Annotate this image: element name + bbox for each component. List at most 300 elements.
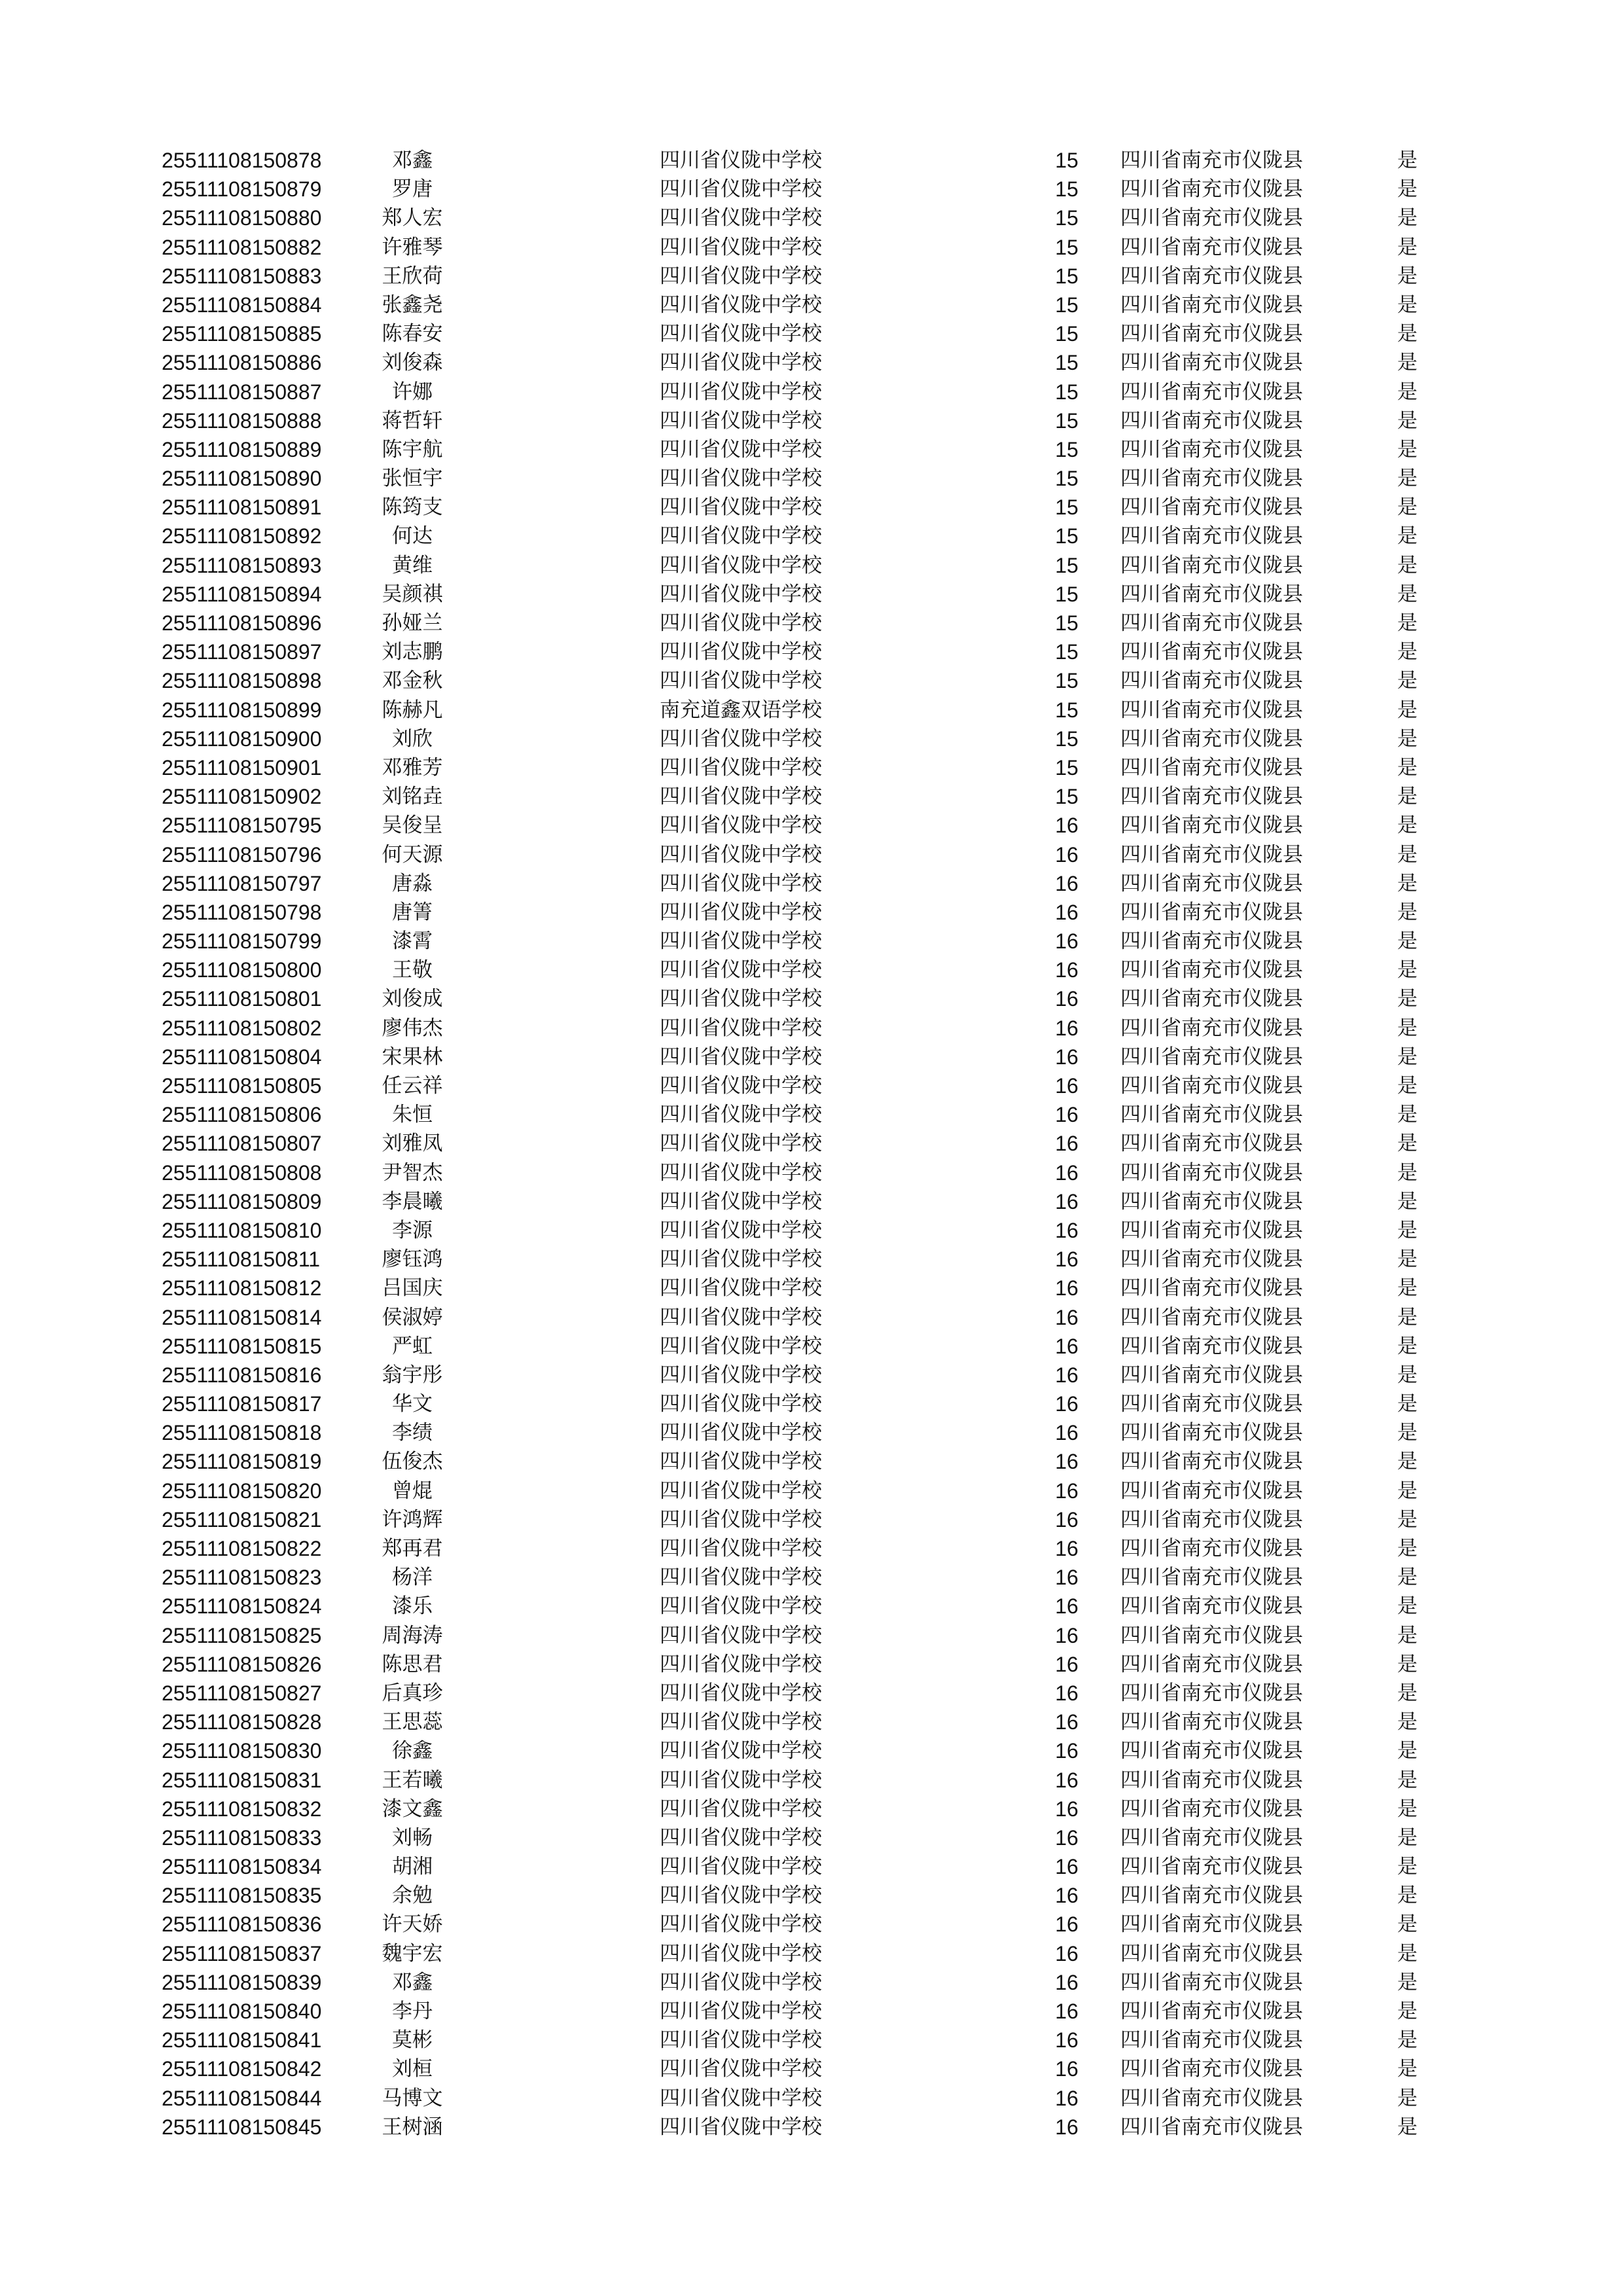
- student-name-cell: 许天娇: [382, 1912, 443, 1937]
- candidate-id-cell: 25511108150836: [162, 1912, 322, 1937]
- school-name-cell: 四川省仪陇中学校: [660, 785, 822, 809]
- table-row: [0, 1910, 1623, 1939]
- school-name-cell: 四川省仪陇中学校: [660, 1363, 822, 1387]
- status-flag-cell: 是: [1397, 1189, 1418, 1213]
- region-cell: 四川省南充市仪陇县: [1120, 437, 1303, 461]
- status-flag-cell: 是: [1397, 1623, 1418, 1647]
- student-name-cell: 许雅琴: [382, 235, 443, 259]
- region-cell: 四川省南充市仪陇县: [1120, 1884, 1303, 1908]
- table-row: [0, 2113, 1623, 2142]
- student-name-cell: 刘志鹏: [382, 640, 443, 664]
- region-cell: 四川省南充市仪陇县: [1120, 987, 1303, 1011]
- region-cell: 四川省南充市仪陇县: [1120, 669, 1303, 693]
- candidate-id-cell: 25511108150844: [162, 2086, 322, 2110]
- table-row: [0, 1997, 1623, 2026]
- status-flag-cell: 是: [1397, 1652, 1418, 1676]
- region-cell: 四川省南充市仪陇县: [1120, 1768, 1303, 1792]
- status-flag-cell: 是: [1397, 206, 1418, 230]
- class-number-cell: 16: [1055, 1160, 1079, 1185]
- region-cell: 四川省南充市仪陇县: [1120, 1855, 1303, 1879]
- class-number-cell: 16: [1055, 1189, 1079, 1213]
- class-number-cell: 16: [1055, 1045, 1079, 1069]
- school-name-cell: 四川省仪陇中学校: [660, 1276, 822, 1300]
- school-name-cell: 四川省仪陇中学校: [660, 1825, 822, 1850]
- school-name-cell: 四川省仪陇中学校: [660, 611, 822, 635]
- table-row: [0, 1390, 1623, 1418]
- candidate-id-cell: 25511108150883: [162, 264, 322, 288]
- candidate-id-cell: 25511108150799: [162, 929, 322, 954]
- class-number-cell: 15: [1055, 149, 1079, 172]
- class-number-cell: 15: [1055, 293, 1079, 317]
- region-cell: 四川省南充市仪陇县: [1120, 1566, 1303, 1590]
- candidate-id-cell: 25511108150901: [162, 755, 322, 780]
- school-name-cell: 四川省仪陇中学校: [660, 1970, 822, 1994]
- table-row: [0, 435, 1623, 464]
- status-flag-cell: 是: [1397, 1421, 1418, 1445]
- school-name-cell: 四川省仪陇中学校: [660, 1855, 822, 1879]
- table-row: [0, 146, 1623, 175]
- student-name-cell: 王若曦: [382, 1768, 443, 1792]
- student-name-cell: 徐鑫: [392, 1739, 433, 1763]
- school-name-cell: 四川省仪陇中学校: [660, 1681, 822, 1705]
- class-number-cell: 16: [1055, 1305, 1079, 1329]
- table-row: [0, 1505, 1623, 1534]
- school-name-cell: 四川省仪陇中学校: [660, 1797, 822, 1821]
- school-name-cell: 四川省仪陇中学校: [660, 1912, 822, 1937]
- status-flag-cell: 是: [1397, 437, 1418, 461]
- status-flag-cell: 是: [1397, 2086, 1418, 2110]
- region-cell: 四川省南充市仪陇县: [1120, 264, 1303, 288]
- candidate-id-cell: 25511108150841: [162, 2028, 322, 2053]
- class-number-cell: 16: [1055, 1652, 1079, 1676]
- candidate-id-cell: 25511108150826: [162, 1652, 322, 1676]
- candidate-id-cell: 25511108150808: [162, 1160, 322, 1185]
- table-row: [0, 2084, 1623, 2113]
- student-name-cell: 伍俊杰: [382, 1450, 443, 1474]
- candidate-id-cell: 25511108150890: [162, 467, 322, 491]
- student-name-cell: 漆霄: [392, 929, 433, 954]
- status-flag-cell: 是: [1397, 149, 1418, 172]
- region-cell: 四川省南充市仪陇县: [1120, 1160, 1303, 1185]
- school-name-cell: 四川省仪陇中学校: [660, 2057, 822, 2081]
- class-number-cell: 15: [1055, 640, 1079, 664]
- school-name-cell: 四川省仪陇中学校: [660, 467, 822, 491]
- candidate-id-cell: 25511108150821: [162, 1507, 322, 1532]
- table-row: [0, 1852, 1623, 1881]
- candidate-id-cell: 25511108150884: [162, 293, 322, 317]
- status-flag-cell: 是: [1397, 264, 1418, 288]
- student-name-cell: 邓鑫: [392, 1970, 433, 1994]
- status-flag-cell: 是: [1397, 958, 1418, 982]
- table-row: [0, 1274, 1623, 1302]
- status-flag-cell: 是: [1397, 871, 1418, 895]
- candidate-id-cell: 25511108150893: [162, 553, 322, 577]
- table-row: [0, 984, 1623, 1013]
- region-cell: 四川省南充市仪陇县: [1120, 380, 1303, 404]
- candidate-id-cell: 25511108150815: [162, 1334, 322, 1358]
- candidate-id-cell: 25511108150802: [162, 1016, 322, 1040]
- school-name-cell: 四川省仪陇中学校: [660, 987, 822, 1011]
- status-flag-cell: 是: [1397, 1884, 1418, 1908]
- table-row: [0, 1939, 1623, 1968]
- student-name-cell: 马博文: [382, 2086, 443, 2110]
- class-number-cell: 16: [1055, 1884, 1079, 1908]
- school-name-cell: 四川省仪陇中学校: [660, 495, 822, 520]
- student-name-cell: 郑再君: [382, 1537, 443, 1560]
- student-name-cell: 唐淼: [392, 871, 433, 895]
- region-cell: 四川省南充市仪陇县: [1120, 1218, 1303, 1242]
- region-cell: 四川省南充市仪陇县: [1120, 1912, 1303, 1937]
- region-cell: 四川省南充市仪陇县: [1120, 814, 1303, 838]
- class-number-cell: 16: [1055, 1479, 1079, 1503]
- school-name-cell: 四川省仪陇中学校: [660, 2000, 822, 2023]
- student-name-cell: 王欣荷: [382, 264, 443, 288]
- class-number-cell: 15: [1055, 524, 1079, 548]
- candidate-id-cell: 25511108150886: [162, 351, 322, 375]
- status-flag-cell: 是: [1397, 1450, 1418, 1474]
- student-name-cell: 孙娅兰: [382, 611, 443, 635]
- status-flag-cell: 是: [1397, 408, 1418, 433]
- class-number-cell: 16: [1055, 1797, 1079, 1821]
- table-row: [0, 1968, 1623, 1997]
- region-cell: 四川省南充市仪陇县: [1120, 1825, 1303, 1850]
- region-cell: 四川省南充市仪陇县: [1120, 785, 1303, 809]
- table-row: [0, 1592, 1623, 1621]
- school-name-cell: 四川省仪陇中学校: [660, 1566, 822, 1590]
- school-name-cell: 四川省仪陇中学校: [660, 1247, 822, 1272]
- region-cell: 四川省南充市仪陇县: [1120, 582, 1303, 606]
- class-number-cell: 15: [1055, 669, 1079, 693]
- class-number-cell: 16: [1055, 1855, 1079, 1879]
- student-name-cell: 宋果林: [382, 1045, 443, 1069]
- region-cell: 四川省南充市仪陇县: [1120, 755, 1303, 780]
- student-name-cell: 许鸿辉: [382, 1507, 443, 1532]
- candidate-id-cell: 25511108150796: [162, 842, 322, 867]
- school-name-cell: 四川省仪陇中学校: [660, 1016, 822, 1040]
- student-name-cell: 邓雅芳: [382, 755, 443, 780]
- region-cell: 四川省南充市仪陇县: [1120, 726, 1303, 751]
- candidate-id-cell: 25511108150900: [162, 726, 322, 751]
- class-number-cell: 16: [1055, 1594, 1079, 1619]
- student-name-cell: 魏宇宏: [382, 1941, 443, 1965]
- student-name-cell: 唐箐: [392, 900, 433, 924]
- table-row: [0, 1129, 1623, 1158]
- candidate-id-cell: 25511108150809: [162, 1189, 322, 1213]
- student-name-cell: 侯淑婷: [382, 1305, 443, 1329]
- table-row: [0, 1679, 1623, 1708]
- table-row: [0, 1823, 1623, 1852]
- candidate-id-cell: 25511108150804: [162, 1045, 322, 1069]
- student-name-cell: 廖钰鸿: [382, 1247, 443, 1272]
- class-number-cell: 15: [1055, 495, 1079, 520]
- school-name-cell: 四川省仪陇中学校: [660, 1218, 822, 1242]
- class-number-cell: 16: [1055, 842, 1079, 867]
- class-number-cell: 15: [1055, 698, 1079, 722]
- school-name-cell: 四川省仪陇中学校: [660, 726, 822, 751]
- candidate-id-cell: 25511108150820: [162, 1479, 322, 1503]
- table-row: [0, 1245, 1623, 1274]
- class-number-cell: 16: [1055, 814, 1079, 838]
- region-cell: 四川省南充市仪陇县: [1120, 1623, 1303, 1647]
- candidate-id-cell: 25511108150816: [162, 1363, 322, 1387]
- region-cell: 四川省南充市仪陇县: [1120, 1363, 1303, 1387]
- region-cell: 四川省南充市仪陇县: [1120, 1479, 1303, 1503]
- candidate-id-cell: 25511108150879: [162, 177, 322, 202]
- status-flag-cell: 是: [1397, 380, 1418, 404]
- candidate-id-cell: 25511108150902: [162, 785, 322, 809]
- school-name-cell: 四川省仪陇中学校: [660, 842, 822, 867]
- table-row: [0, 522, 1623, 550]
- student-name-cell: 罗唐: [392, 177, 433, 202]
- class-number-cell: 16: [1055, 1507, 1079, 1532]
- class-number-cell: 16: [1055, 1363, 1079, 1387]
- school-name-cell: 四川省仪陇中学校: [660, 1045, 822, 1069]
- candidate-id-cell: 25511108150797: [162, 871, 322, 895]
- class-number-cell: 16: [1055, 1566, 1079, 1590]
- student-name-cell: 郑人宏: [382, 206, 443, 230]
- student-name-cell: 刘欣: [392, 726, 433, 751]
- school-name-cell: 四川省仪陇中学校: [660, 871, 822, 895]
- student-name-cell: 陈思君: [382, 1652, 443, 1676]
- candidate-id-cell: 25511108150812: [162, 1276, 322, 1300]
- table-row: [0, 1158, 1623, 1187]
- candidate-id-cell: 25511108150810: [162, 1218, 322, 1242]
- region-cell: 四川省南充市仪陇县: [1120, 1450, 1303, 1474]
- status-flag-cell: 是: [1397, 1479, 1418, 1503]
- school-name-cell: 四川省仪陇中学校: [660, 958, 822, 982]
- class-number-cell: 15: [1055, 611, 1079, 635]
- table-row: [0, 956, 1623, 984]
- table-row: [0, 348, 1623, 377]
- school-name-cell: 四川省仪陇中学校: [660, 437, 822, 461]
- table-row: [0, 2026, 1623, 2054]
- candidate-id-cell: 25511108150896: [162, 611, 322, 635]
- table-row: [0, 811, 1623, 840]
- candidate-id-cell: 25511108150806: [162, 1103, 322, 1127]
- class-number-cell: 16: [1055, 1392, 1079, 1416]
- status-flag-cell: 是: [1397, 553, 1418, 577]
- table-row: [0, 753, 1623, 782]
- class-number-cell: 15: [1055, 380, 1079, 404]
- table-row: [0, 1881, 1623, 1910]
- region-cell: 四川省南充市仪陇县: [1120, 1334, 1303, 1358]
- status-flag-cell: 是: [1397, 467, 1418, 491]
- candidate-id-cell: 25511108150845: [162, 2115, 322, 2139]
- candidate-id-cell: 25511108150800: [162, 958, 322, 982]
- class-number-cell: 15: [1055, 553, 1079, 577]
- class-number-cell: 15: [1055, 235, 1079, 259]
- student-name-cell: 廖伟杰: [382, 1016, 443, 1040]
- status-flag-cell: 是: [1397, 495, 1418, 520]
- status-flag-cell: 是: [1397, 2028, 1418, 2053]
- candidate-id-cell: 25511108150823: [162, 1566, 322, 1590]
- candidate-id-cell: 25511108150888: [162, 408, 322, 433]
- table-row: [0, 1332, 1623, 1361]
- region-cell: 四川省南充市仪陇县: [1120, 611, 1303, 635]
- status-flag-cell: 是: [1397, 1797, 1418, 1821]
- school-name-cell: 四川省仪陇中学校: [660, 1421, 822, 1445]
- table-row: [0, 175, 1623, 204]
- region-cell: 四川省南充市仪陇县: [1120, 1507, 1303, 1532]
- class-number-cell: 16: [1055, 987, 1079, 1011]
- table-row: [0, 637, 1623, 666]
- school-name-cell: 四川省仪陇中学校: [660, 264, 822, 288]
- region-cell: 四川省南充市仪陇县: [1120, 1681, 1303, 1705]
- candidate-id-cell: 25511108150827: [162, 1681, 322, 1705]
- candidate-id-cell: 25511108150798: [162, 900, 322, 924]
- table-row: [0, 551, 1623, 580]
- status-flag-cell: 是: [1397, 1594, 1418, 1619]
- candidate-id-cell: 25511108150880: [162, 206, 322, 230]
- status-flag-cell: 是: [1397, 322, 1418, 346]
- class-number-cell: 16: [1055, 2086, 1079, 2110]
- status-flag-cell: 是: [1397, 235, 1418, 259]
- school-name-cell: 四川省仪陇中学校: [660, 1132, 822, 1156]
- region-cell: 四川省南充市仪陇县: [1120, 1970, 1303, 1994]
- candidate-id-cell: 25511108150811: [162, 1247, 321, 1272]
- table-row: [0, 1014, 1623, 1043]
- region-cell: 四川省南充市仪陇县: [1120, 1016, 1303, 1040]
- table-row: [0, 666, 1623, 695]
- student-name-cell: 周海涛: [382, 1623, 443, 1647]
- student-name-cell: 许娜: [392, 380, 433, 404]
- region-cell: 四川省南充市仪陇县: [1120, 958, 1303, 982]
- candidate-id-cell: 25511108150832: [162, 1797, 322, 1821]
- region-cell: 四川省南充市仪陇县: [1120, 1132, 1303, 1156]
- class-number-cell: 16: [1055, 1247, 1079, 1272]
- school-name-cell: 四川省仪陇中学校: [660, 1334, 822, 1358]
- school-name-cell: 四川省仪陇中学校: [660, 1594, 822, 1619]
- class-number-cell: 16: [1055, 929, 1079, 954]
- table-row: [0, 1418, 1623, 1447]
- candidate-id-cell: 25511108150825: [162, 1623, 322, 1647]
- table-row: [0, 1766, 1623, 1795]
- region-cell: 四川省南充市仪陇县: [1120, 322, 1303, 346]
- class-number-cell: 16: [1055, 1681, 1079, 1705]
- candidate-id-cell: 25511108150899: [162, 698, 322, 722]
- class-number-cell: 16: [1055, 871, 1079, 895]
- class-number-cell: 16: [1055, 1016, 1079, 1040]
- table-row: [0, 1187, 1623, 1216]
- status-flag-cell: 是: [1397, 1392, 1418, 1416]
- class-number-cell: 16: [1055, 1132, 1079, 1156]
- status-flag-cell: 是: [1397, 842, 1418, 867]
- student-name-cell: 吴俊呈: [382, 814, 443, 838]
- status-flag-cell: 是: [1397, 900, 1418, 924]
- candidate-id-cell: 25511108150795: [162, 814, 322, 838]
- region-cell: 四川省南充市仪陇县: [1120, 1305, 1303, 1329]
- school-name-cell: 四川省仪陇中学校: [660, 900, 822, 924]
- status-flag-cell: 是: [1397, 669, 1418, 693]
- table-row: [0, 1216, 1623, 1245]
- candidate-id-cell: 25511108150828: [162, 1710, 322, 1734]
- school-name-cell: 四川省仪陇中学校: [660, 1103, 822, 1127]
- region-cell: 四川省南充市仪陇县: [1120, 351, 1303, 375]
- table-row: [0, 464, 1623, 493]
- table-row: [0, 1477, 1623, 1505]
- student-name-cell: 何天源: [382, 842, 443, 867]
- region-cell: 四川省南充市仪陇县: [1120, 1941, 1303, 1965]
- region-cell: 四川省南充市仪陇县: [1120, 177, 1303, 202]
- table-row: [0, 1100, 1623, 1129]
- student-name-cell: 胡湘: [392, 1855, 433, 1879]
- school-name-cell: 四川省仪陇中学校: [660, 1768, 822, 1792]
- region-cell: 四川省南充市仪陇县: [1120, 900, 1303, 924]
- candidate-id-cell: 25511108150842: [162, 2057, 322, 2081]
- table-row: [0, 378, 1623, 406]
- class-number-cell: 15: [1055, 726, 1079, 751]
- region-cell: 四川省南充市仪陇县: [1120, 1103, 1303, 1127]
- region-cell: 四川省南充市仪陇县: [1120, 553, 1303, 577]
- student-name-cell: 严虹: [392, 1334, 433, 1358]
- candidate-id-cell: 25511108150840: [162, 2000, 322, 2023]
- table-row: [0, 580, 1623, 609]
- region-cell: 四川省南充市仪陇县: [1120, 293, 1303, 317]
- status-flag-cell: 是: [1397, 1334, 1418, 1358]
- region-cell: 四川省南充市仪陇县: [1120, 408, 1303, 433]
- region-cell: 四川省南充市仪陇县: [1120, 1797, 1303, 1821]
- status-flag-cell: 是: [1397, 2057, 1418, 2081]
- table-row: [0, 291, 1623, 319]
- candidate-id-cell: 25511108150882: [162, 235, 322, 259]
- class-number-cell: 16: [1055, 1739, 1079, 1763]
- candidate-id-cell: 25511108150817: [162, 1392, 322, 1416]
- status-flag-cell: 是: [1397, 1768, 1418, 1792]
- school-name-cell: 四川省仪陇中学校: [660, 408, 822, 433]
- status-flag-cell: 是: [1397, 1363, 1418, 1387]
- class-number-cell: 15: [1055, 408, 1079, 433]
- school-name-cell: 四川省仪陇中学校: [660, 1537, 822, 1560]
- candidate-id-cell: 25511108150878: [162, 149, 322, 172]
- school-name-cell: 四川省仪陇中学校: [660, 814, 822, 838]
- status-flag-cell: 是: [1397, 293, 1418, 317]
- class-number-cell: 15: [1055, 582, 1079, 606]
- class-number-cell: 16: [1055, 1912, 1079, 1937]
- class-number-cell: 15: [1055, 467, 1079, 491]
- student-name-cell: 翁宇彤: [382, 1363, 443, 1387]
- school-name-cell: 南充道鑫双语学校: [660, 698, 822, 722]
- table-row: [0, 1361, 1623, 1390]
- table-row: [0, 204, 1623, 232]
- student-name-cell: 陈筠支: [382, 495, 443, 520]
- candidate-id-cell: 25511108150891: [162, 495, 322, 520]
- school-name-cell: 四川省仪陇中学校: [660, 1739, 822, 1763]
- table-row: [0, 898, 1623, 927]
- region-cell: 四川省南充市仪陇县: [1120, 206, 1303, 230]
- status-flag-cell: 是: [1397, 611, 1418, 635]
- table-row: [0, 1563, 1623, 1592]
- status-flag-cell: 是: [1397, 698, 1418, 722]
- student-name-cell: 吴颜祺: [382, 582, 443, 606]
- class-number-cell: 15: [1055, 755, 1079, 780]
- student-name-cell: 刘俊森: [382, 351, 443, 375]
- student-name-cell: 余勉: [392, 1884, 433, 1908]
- region-cell: 四川省南充市仪陇县: [1120, 1189, 1303, 1213]
- roster-table: [0, 146, 1623, 2142]
- school-name-cell: 四川省仪陇中学校: [660, 1623, 822, 1647]
- school-name-cell: 四川省仪陇中学校: [660, 2086, 822, 2110]
- student-name-cell: 邓鑫: [392, 149, 433, 172]
- table-row: [0, 725, 1623, 753]
- student-name-cell: 张鑫尧: [382, 293, 443, 317]
- status-flag-cell: 是: [1397, 1941, 1418, 1965]
- student-name-cell: 何达: [392, 524, 433, 548]
- table-row: [0, 696, 1623, 725]
- region-cell: 四川省南充市仪陇县: [1120, 929, 1303, 954]
- region-cell: 四川省南充市仪陇县: [1120, 1247, 1303, 1272]
- school-name-cell: 四川省仪陇中学校: [660, 1941, 822, 1965]
- school-name-cell: 四川省仪陇中学校: [660, 929, 822, 954]
